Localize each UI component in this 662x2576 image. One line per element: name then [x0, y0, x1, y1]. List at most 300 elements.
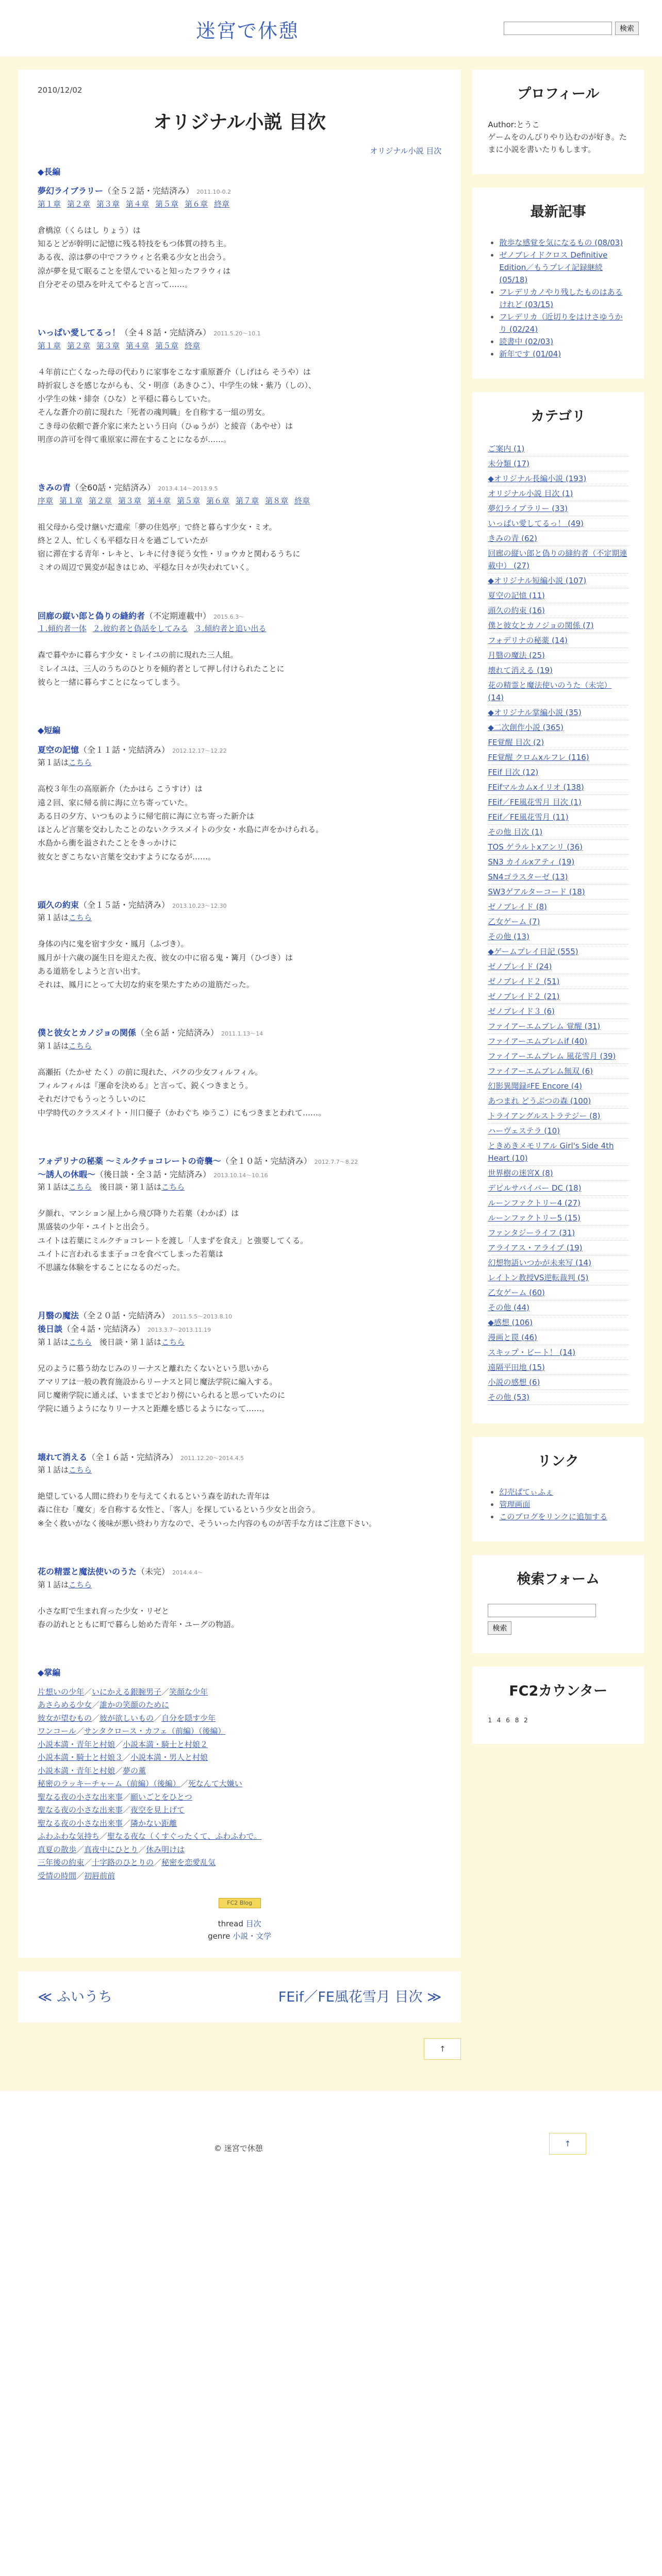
mini-work-link[interactable]: 休み明けは [146, 1844, 185, 1854]
work-description: ４年前に亡くなった母の代わりに家事をこなす重原蒼介（しげはら そうや）は 時折寂しさを感じながらも、父・明彦（あきひこ）、中学生の妹・紫乃（しの）、 小学生の妹・緋奈（ひな）と平穏に暮らしていた。 そんな蒼介の前に現れた「死者の魂判職」を自称する一組の男女。 こき母の依頼で蒼介家に来たという日向（ひゅうが）と綾音（あやせ）は 明彦の許可を得て重原家に滞在することになるが……。 [38, 367, 317, 444]
mini-work-link[interactable]: 小説本満・騎士と村娘２ [123, 1739, 208, 1749]
header-search [504, 22, 639, 35]
chapter-link[interactable]: 第４章 [147, 496, 171, 505]
separator: ／ [100, 1832, 108, 1841]
mini-work-link[interactable]: 彼が欲しいもの [100, 1713, 154, 1723]
chapter-link[interactable]: ２.彼約者と偽話をしてみる [92, 624, 188, 634]
category-item [488, 546, 628, 573]
mini-works [38, 1686, 441, 1883]
category-link[interactable]: 夏空の記憶 (11) [488, 590, 545, 600]
category-link[interactable]: 未分類 (17) [488, 459, 529, 468]
category-link[interactable]: 漫画と罠 (46) [488, 1332, 537, 1342]
chapter-link[interactable]: ３.傾約者と追い出る [194, 624, 267, 634]
category-item [488, 603, 628, 618]
category-item [488, 501, 628, 516]
category-item [488, 1064, 628, 1079]
chapter-link[interactable]: 第５章 [155, 199, 179, 209]
category-link[interactable]: その他 (44) [488, 1302, 529, 1312]
category-link[interactable]: 花の精霊と魔法使いのうた（未完） (14) [488, 680, 612, 702]
afterstory-link[interactable]: こちら [161, 1337, 185, 1347]
page-footer [0, 2091, 662, 2204]
genre-link[interactable]: 小説・文学 [233, 1931, 272, 1941]
page-body [0, 57, 662, 2091]
category-link[interactable]: その他 (13) [488, 931, 529, 941]
category-link[interactable]: 頭久の約束 (16) [488, 605, 545, 615]
category-link[interactable]: FE覚醒 クロムxルフレ (116) [488, 752, 589, 762]
category-item [488, 1211, 628, 1226]
category-link[interactable]: FEif 目次 (12) [488, 767, 539, 777]
category-link[interactable]: アライアス・アライブ (19) [488, 1243, 583, 1252]
link-anchor[interactable]: 幻売ぱてぃふぇ [499, 1487, 554, 1497]
short-works [38, 743, 441, 1631]
mini-work-link[interactable]: 聖なる夜の小さな出来事 [38, 1818, 123, 1828]
work-title-link[interactable]: 回廊の縦い郎と偽りの縫約者 [38, 611, 145, 621]
separator: ／ [84, 1858, 92, 1868]
category-link[interactable]: ◆ゲームプレイ日記 (555) [488, 946, 578, 956]
category-item [488, 633, 628, 648]
chapter-link[interactable]: 第２章 [89, 496, 112, 505]
chapter-link[interactable]: １.傾約者一体 [38, 624, 87, 634]
category-link[interactable]: ルーンファクトリー5 (15) [488, 1213, 581, 1223]
first-chapter-link[interactable]: こちら [69, 1580, 92, 1589]
next-post-link[interactable]: FEif／FE風花雪月 目次 ≫ [278, 1989, 442, 2005]
work-title-link[interactable]: 頭久の約束 [38, 900, 79, 910]
category-item [488, 974, 628, 989]
category-link[interactable]: FEifマルカムxイリオ (138) [488, 782, 584, 792]
mini-work-link[interactable]: 夢の薫 [123, 1766, 146, 1775]
mini-work-link[interactable]: 秘密のラッキーチャーム（前編）（後編） [38, 1779, 180, 1789]
category-item [488, 663, 628, 678]
category-link[interactable]: FEif／FE風花雪月 (11) [488, 812, 569, 822]
work-description: 高瀬拓（たかせ たく）の前に現れた、パクの少女フィルフィル。 フィルフィルは『運命を決める』と言って、鋭くつきまとう。 それだけでもうっとうしいのに 中学時代のクラスメイト・川口優子（かわぐち ゆうこ）にもつきまとわれて……。 [38, 1067, 326, 1117]
separator: ／ [138, 1844, 146, 1854]
mini-work-link[interactable]: 笑顔な少年 [169, 1687, 208, 1697]
first-chapter-link[interactable]: こちら [69, 758, 92, 768]
work-title-line [38, 1155, 441, 1168]
separator: ／ [76, 1844, 85, 1854]
link-list [488, 1486, 628, 1523]
category-item [488, 442, 628, 456]
mini-work-link[interactable]: 片想いの少年 [38, 1687, 85, 1697]
category-link[interactable]: ファイアーエムブレムif (40) [488, 1036, 587, 1046]
work-title-line [38, 609, 441, 623]
category-item [488, 1109, 628, 1124]
link-title: リンク [537, 1453, 579, 1469]
category-item [488, 1124, 628, 1139]
category-item [488, 1330, 628, 1345]
mini-work-link[interactable]: サンタクロース・カフェ（前編）（後編） [84, 1726, 226, 1736]
work-meta: （全１６話・完結済み） [87, 1452, 178, 1462]
category-link[interactable]: その他 目次 (1) [488, 827, 543, 837]
separator: ／ [115, 1739, 123, 1749]
category-link[interactable]: オリジナル小説 目次 (1) [488, 488, 573, 498]
first-chapter-line [38, 756, 441, 769]
chapter-link[interactable]: 第５章 [155, 341, 179, 350]
mini-work-line [38, 1791, 441, 1804]
work-date: 2015.6.3〜 [213, 613, 245, 620]
chapter-link[interactable]: 第３章 [96, 199, 120, 209]
mini-work-link[interactable]: 受情の時間 [38, 1871, 77, 1880]
mini-work-link[interactable]: 秘密を恋愛乱気 [161, 1858, 216, 1868]
work-subtitle-link[interactable]: 後日談 [38, 1324, 63, 1334]
short-section-heading: ◆短編 [38, 725, 61, 736]
mini-work-link[interactable]: 三年後の約束 [38, 1858, 85, 1868]
work-subtitle-line [38, 1323, 441, 1336]
category-link[interactable]: ときめきメモリアル Girl's Side 4th Heart (10) [488, 1141, 614, 1163]
recent-link[interactable]: ゼノブレイドクロス Definitive Edition／もうプレイ記録継続 (05/18) [499, 250, 608, 285]
work-entry [38, 481, 441, 574]
recent-item [499, 236, 628, 249]
category-item [488, 944, 628, 959]
site-header [0, 0, 662, 57]
category-link[interactable]: 幻想物語いつかが未来写 (14) [488, 1258, 591, 1267]
sidebar-search-button[interactable]: 検索 [488, 1621, 511, 1635]
category-link[interactable]: フォデリナの秘薬 (14) [488, 635, 568, 645]
mini-work-link[interactable]: 彼女が望むもの [38, 1713, 92, 1723]
category-item [488, 1094, 628, 1109]
chapter-link[interactable]: 第１章 [38, 199, 61, 209]
first-chapter-line [38, 1181, 441, 1193]
first-chapter-link[interactable]: こちら [69, 1182, 92, 1192]
category-link[interactable]: SN3 カイルxアティ (19) [488, 857, 575, 867]
work-entry [38, 1309, 441, 1415]
work-date: 2012.12.17〜12.22 [172, 747, 227, 754]
search-title: 検索フォーム [517, 1571, 600, 1587]
first-chapter-link[interactable]: こちら [69, 913, 92, 923]
separator: ／ [161, 1687, 170, 1697]
link-item [499, 1498, 628, 1511]
visitor-counter: 1 4 6 8 2 [488, 1717, 529, 1724]
category-item [488, 735, 628, 750]
first-chapter-label: 第１話は [38, 758, 69, 768]
mini-work-link[interactable]: 自分を隠す少年 [161, 1713, 216, 1723]
category-item [488, 1079, 628, 1094]
category-link[interactable]: ご案内 (1) [488, 444, 525, 453]
chapter-link[interactable]: 第１章 [38, 341, 61, 350]
post-category-link[interactable]: オリジナル小説 目次 [370, 146, 442, 156]
first-chapter-line [38, 1336, 441, 1348]
category-item [488, 1285, 628, 1300]
mini-work-line [38, 1686, 441, 1699]
mini-work-link[interactable]: 死なんて大嫌い [188, 1779, 242, 1789]
chapter-link[interactable]: 第６章 [206, 496, 230, 505]
category-link[interactable]: ◆二次創作小説 (365) [488, 722, 564, 732]
work-entry [38, 1451, 441, 1530]
mini-work-link[interactable]: 真夏の散歩 [38, 1844, 77, 1854]
afterstory-label: 後日談・第１話は [100, 1337, 162, 1347]
category-item [488, 1019, 628, 1034]
recent-link[interactable]: 新年です (01/04) [499, 349, 561, 359]
work-title-link[interactable]: いっぱい愛してるっ！ [38, 328, 121, 338]
work-title-link[interactable]: 夢幻ライブラリー [38, 186, 104, 196]
category-link[interactable]: 遠隔平田地 (15) [488, 1362, 545, 1372]
category-link[interactable]: レイトン教授VS逆転裁判 (5) [488, 1273, 589, 1282]
work-title-link[interactable]: 壊れて消える [38, 1452, 88, 1462]
category-item [488, 810, 628, 825]
thread-link[interactable]: 目次 [245, 1919, 261, 1929]
category-link[interactable]: ゼノブレイド (24) [488, 961, 552, 971]
work-date: 2011.12.20〜2014.4.5 [180, 1454, 244, 1462]
category-link[interactable]: FEif／FE風花雪月 目次 (1) [488, 797, 582, 807]
separator: ／ [76, 1726, 84, 1736]
work-meta: （未完） [137, 1566, 170, 1577]
chapter-link[interactable]: 終章 [294, 496, 310, 505]
category-item [488, 900, 628, 914]
genre-label: genre [208, 1931, 230, 1941]
category-link[interactable]: TOS ゲラルトxアンリ (36) [488, 842, 583, 852]
separator: ／ [84, 1687, 92, 1697]
work-title-link[interactable]: きみの青 [38, 483, 71, 493]
mini-work-link[interactable]: 願いごとをひとつ [130, 1792, 192, 1802]
work-title-link[interactable]: フォデリナの秘薬 〜ミルクチョコレートの奇襲〜 [38, 1156, 221, 1166]
link-anchor[interactable]: このブログをリンクに追加する [499, 1512, 608, 1521]
category-item [488, 929, 628, 944]
link-item [499, 1486, 628, 1498]
category-link[interactable]: ファイアーエムブレム 覚醒 (31) [488, 1021, 601, 1031]
category-item [488, 573, 628, 588]
work-title-line [38, 1565, 441, 1579]
mini-work-link[interactable]: 聖なる夜の小さな出来事 [38, 1792, 123, 1802]
afterstory-link[interactable]: こちら [161, 1182, 185, 1192]
work-title-link[interactable]: 僕と彼女とカノジョの関係 [38, 1028, 137, 1038]
post-card [18, 70, 461, 1958]
category-item [488, 678, 628, 705]
category-item [488, 825, 628, 840]
category-link[interactable]: 乙女ゲーム (7) [488, 917, 540, 926]
category-link[interactable]: ゼノブレイド２ (21) [488, 991, 560, 1001]
chapter-link[interactable]: 終章 [185, 341, 201, 350]
profile-text: Author:とうこ ゲームをのんびりやり込むのが好き。たまに小説を書いたりもします。 [488, 120, 627, 155]
work-title-link[interactable]: 夏空の記憶 [38, 744, 79, 755]
recent-list [488, 236, 628, 360]
mini-work-line [38, 1777, 441, 1791]
category-link[interactable]: 月翳の魔法 (25) [488, 650, 545, 660]
category-link[interactable]: 幻影異聞録♯FE Encore (4) [488, 1081, 582, 1091]
chapter-link[interactable]: 第３章 [118, 496, 142, 505]
chapter-links [38, 198, 441, 210]
category-link[interactable]: FE覚醒 目次 (2) [488, 737, 544, 747]
category-link[interactable]: トライアングルストラテジー (8) [488, 1111, 601, 1121]
category-link[interactable]: ゼノブレイド (8) [488, 902, 547, 911]
recent-link[interactable]: 読書中 (02/03) [499, 337, 554, 347]
category-link[interactable]: ◆オリジナル掌編小説 (35) [488, 707, 582, 717]
first-chapter-line [38, 911, 441, 924]
category-link[interactable]: ハーヴェステラ (10) [488, 1126, 560, 1136]
work-description: 祖父母から受け継いだ遺産「夢の住処亭」で終と暮らす少女・ミオ。 終と２人、忙しくも平穏な日々を過ごしていたが 宿に滞在する青年・レキと、レキに付き従う女性・リョウカと関わるうちに ミオの周辺で異変が起きはじめ、平穏な日々が失われていく。 [38, 522, 301, 572]
work-title-line [38, 326, 441, 340]
work-entry [38, 1155, 441, 1274]
category-item [488, 471, 628, 486]
category-link[interactable]: ファイアーエムブレム 風花雪月 (39) [488, 1051, 616, 1061]
category-link[interactable]: ファイアーエムブレム無双 (6) [488, 1066, 593, 1076]
separator: ／ [123, 1792, 131, 1802]
mini-work-link[interactable]: 小説本満・青年と村娘 [38, 1739, 115, 1749]
mini-work-link[interactable]: 誰かの笑顔のために [100, 1700, 170, 1710]
category-item [488, 1315, 628, 1330]
category-link[interactable]: 壊れて消える (19) [488, 665, 553, 675]
category-link[interactable]: ゼノブレイド３ (6) [488, 1006, 555, 1016]
back-to-top-button[interactable]: ↑ [424, 2038, 461, 2060]
mini-work-link[interactable]: 小説本満・男人と村娘 [130, 1753, 208, 1762]
category-item [488, 1241, 628, 1256]
category-link[interactable]: 乙女ゲーム (60) [488, 1287, 545, 1297]
first-chapter-link[interactable]: こちら [69, 1337, 92, 1347]
mini-work-line [38, 1843, 441, 1857]
work-subtitle-link[interactable]: 〜誘人の休暇〜 [38, 1169, 96, 1179]
first-chapter-line [38, 1464, 441, 1476]
first-chapter-label: 第１話は [38, 1580, 69, 1589]
fc2-badge[interactable]: FC2 Blog [219, 1898, 261, 1908]
work-entry [38, 1565, 441, 1631]
mini-work-link[interactable]: 聖なる夜の小さな出来事 [38, 1805, 123, 1815]
copyright: © 迷宮で休憩 [214, 2144, 263, 2154]
separator: ／ [154, 1858, 162, 1868]
work-description: 身体の内に鬼を宿す少女・鳳月（ふづき）。 鳳月が十六歳の誕生日を迎えた夜、彼女の中に宿る鬼・篝月（ひづき）は ある道筋をしようと言い出す。 それは、鳳月にとって大切な約束を果たすための道筋だった。 [38, 939, 293, 990]
category-item [488, 1226, 628, 1241]
link-item [499, 1511, 628, 1523]
search-button[interactable]: 検索 [615, 22, 639, 35]
chapter-link[interactable]: 第３章 [96, 341, 120, 350]
category-link[interactable]: SW3ゲアルターコード (18) [488, 887, 585, 896]
work-date: 2013.10.14〜10.16 [213, 1172, 268, 1179]
category-link[interactable]: ◆オリジナル長編小説 (193) [488, 473, 587, 483]
category-link[interactable]: ◆オリジナル短編小説 (107) [488, 575, 587, 585]
category-link[interactable]: 小説の感想 (6) [488, 1377, 540, 1387]
category-item [488, 648, 628, 663]
work-meta: （不定期連載中） [145, 611, 211, 621]
first-chapter-link[interactable]: こちら [69, 1041, 92, 1050]
work-entry [38, 899, 441, 992]
category-item [488, 1004, 628, 1019]
work-entry [38, 743, 441, 863]
first-chapter-line [38, 1040, 441, 1052]
mini-work-line [38, 1817, 441, 1831]
category-link[interactable]: いっぱい愛してるっ！ (49) [488, 518, 584, 528]
chapter-link[interactable]: 第２章 [67, 341, 91, 350]
post-date: 2010/12/02 [38, 86, 82, 95]
mini-work-link[interactable]: ワンコール [38, 1726, 76, 1736]
chapter-links [38, 622, 441, 635]
recent-link[interactable]: 散歩な感覚を気になるもの (08/03) [499, 238, 623, 248]
work-description: 高校３年生の高原新介（たかはら こうすけ）は 遠２回、家に帰る前に海に立ち寄っていた。 ある日の夕方、いつものように帰宅前に海に立ち寄った新介は ほとんど言葉を交わしたことのないクラスメイトの少女・水島に声をかけられる。 水島から衝を溢されたことをきっかけに 彼女とぎこちない言葉を交わすようになるが……。 [38, 784, 324, 861]
category-item [488, 1139, 628, 1166]
category-item [488, 765, 628, 780]
category-link[interactable]: SN4ゴラスターゼ (13) [488, 872, 568, 882]
post-footer [38, 1918, 441, 1942]
prev-post-link[interactable]: ≪ ふいうち [38, 1989, 112, 2005]
recent-item [499, 348, 628, 360]
work-title-line [38, 1026, 441, 1040]
mini-work-link[interactable]: 十字路のひとりの [92, 1858, 154, 1868]
mini-work-link[interactable]: 真夜中にひとり [84, 1844, 139, 1854]
first-chapter-link[interactable]: こちら [69, 1465, 92, 1475]
category-item [488, 1375, 628, 1390]
mini-work-link[interactable]: あさらめる少女 [38, 1700, 92, 1710]
chapter-link[interactable]: 第５章 [177, 496, 201, 505]
profile-widget [472, 70, 644, 174]
chapter-link[interactable]: 第２章 [67, 199, 91, 209]
work-title-link[interactable]: 月翳の魔法 [38, 1311, 79, 1321]
recent-link[interactable]: フレデリカノやり残したものはあるけれど (03/15) [499, 287, 623, 310]
work-date: 2011.10-0.2 [196, 189, 231, 196]
work-subtitle-line [38, 1168, 441, 1181]
mini-work-link[interactable]: 夜空を見上げて [130, 1805, 185, 1815]
first-chapter-label: 第１話は [38, 1465, 69, 1475]
category-link[interactable]: 夢幻ライブラリー (33) [488, 503, 568, 513]
category-item [488, 1390, 628, 1405]
link-anchor[interactable]: 管理画面 [499, 1499, 531, 1509]
sidebar-search-input[interactable] [488, 1604, 596, 1617]
site-title[interactable]: 迷宮で休憩 [196, 20, 300, 42]
mini-work-link[interactable]: 小説本満・騎士と村娘３ [38, 1753, 123, 1762]
mini-work-link[interactable]: 初唇前前 [84, 1871, 115, 1880]
category-item [488, 855, 628, 870]
chapter-link[interactable]: 第４章 [126, 341, 150, 350]
work-date: 2013.4.14〜2013.9.5 [158, 485, 218, 493]
work-date: 2013.10.23〜12.30 [172, 902, 227, 909]
category-item [488, 1049, 628, 1064]
category-link[interactable]: 回廊の縦い郎と偽りの縫約者（不定期連載中） (27) [488, 548, 627, 570]
category-link[interactable]: デビルサバイバー DC (18) [488, 1183, 582, 1193]
chapter-link[interactable]: 終章 [214, 199, 230, 209]
recent-item [499, 286, 628, 311]
mini-work-link[interactable]: いにかえる銀腕男子 [92, 1687, 162, 1697]
mini-work-link[interactable]: 聖なる夜な（くすぐったくて、ふわふわで。 [107, 1832, 262, 1841]
mini-work-link[interactable]: 隣かない距離 [130, 1818, 177, 1828]
chapter-link[interactable]: 第６章 [185, 199, 208, 209]
chapter-link[interactable]: 第７章 [236, 496, 259, 505]
work-meta: （全60話・完結済み） [71, 483, 156, 493]
recent-link[interactable]: フレデリカ（近切りをはけさゆうかり (02/24) [499, 312, 623, 334]
category-item [488, 1270, 628, 1285]
category-link[interactable]: 世界樹の迷宮Ⅹ (8) [488, 1168, 553, 1178]
chapter-link[interactable]: 序章 [38, 496, 54, 505]
mini-work-link[interactable]: 小説本満・青年と村娘 [38, 1766, 115, 1775]
chapter-link[interactable]: 第４章 [126, 199, 150, 209]
recent-title: 最新記事 [530, 204, 586, 221]
category-link[interactable]: 僕と彼女とカノジョの関係 (7) [488, 620, 594, 630]
category-link[interactable]: ルーンファクトリー4 (27) [488, 1198, 581, 1208]
category-item [488, 959, 628, 974]
category-link[interactable]: ファンタジーライフ (31) [488, 1228, 575, 1238]
category-item [488, 486, 628, 501]
category-link[interactable]: きみの青 (62) [488, 533, 537, 543]
work-description: 小さな町で生まれ育った少女・リゼと 春の訪れとともに町で暮らし始めた青年・ユーグの物語。 [38, 1606, 239, 1629]
category-link[interactable]: ◆感想 (106) [488, 1317, 533, 1327]
category-item [488, 1360, 628, 1375]
category-item [488, 870, 628, 885]
mini-work-line [38, 1738, 441, 1752]
mini-work-link[interactable]: ふわふわな気持ち [38, 1832, 100, 1841]
category-link[interactable]: スキップ・ビート！ (14) [488, 1347, 576, 1357]
sidebar [472, 70, 644, 1757]
chapter-link[interactable]: 第８章 [265, 496, 289, 505]
mini-work-line [38, 1751, 441, 1765]
work-title-link[interactable]: 花の精霊と魔法使いのうた [38, 1566, 137, 1577]
search-input[interactable] [504, 22, 612, 35]
chapter-link[interactable]: 第１章 [59, 496, 83, 505]
work-description: 兄のように慕う幼なじみのリーナスと離れたくないという思いから アマリアは一般の教育施設からリーナスと同じ魔法学院に編入する。 同じ魔術学院に通えば、いままでどおり傍にいられると思っていたのに 学院に通うようになりリーナスと距離を感じるようになって……。 [38, 1363, 286, 1414]
main-column [18, 70, 461, 2060]
category-link[interactable]: その他 (53) [488, 1392, 529, 1402]
category-link[interactable]: あつまれ どうぶつの森 (100) [488, 1096, 591, 1106]
category-list [488, 442, 628, 1405]
recent-widget [472, 188, 644, 379]
first-chapter-label: 第１話は [38, 1337, 69, 1347]
category-item [488, 1166, 628, 1181]
footer-top-button[interactable]: ↑ [549, 2133, 586, 2155]
category-link[interactable]: ゼノブレイド２ (51) [488, 976, 560, 986]
